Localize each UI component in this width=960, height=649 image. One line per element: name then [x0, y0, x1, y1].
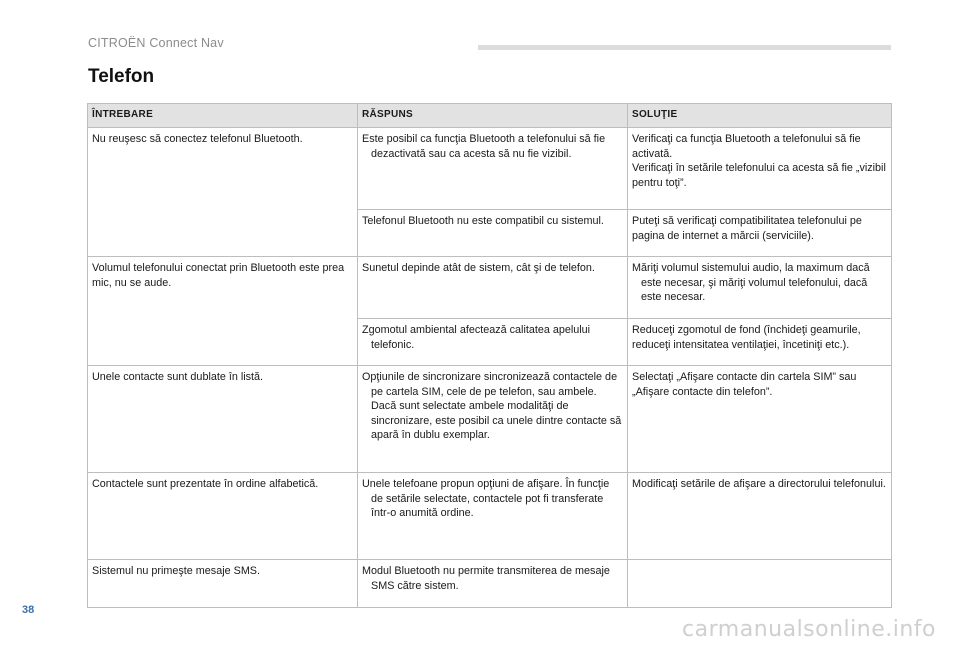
- answer-cell: Telefonul Bluetooth nu este compatibil cu sistemul.: [358, 210, 628, 257]
- table-row: [88, 128, 892, 210]
- table-row: [88, 257, 892, 319]
- answer-cell: Zgomotul ambiental afectează calitatea apelului telefonic.: [358, 319, 628, 366]
- solution-cell: Modificaţi setările de afişare a directorului telefonului.: [628, 473, 892, 560]
- answer-cell: Modul Bluetooth nu permite transmiterea de mesaje SMS către sistem.: [358, 560, 628, 608]
- question-cell: Sistemul nu primeşte mesaje SMS.: [88, 560, 358, 608]
- table-row: [88, 473, 892, 560]
- page-number: 38: [22, 604, 35, 616]
- watermark-text: carmanualsonline.info: [682, 617, 936, 642]
- question-cell: Nu reuşesc să conectez telefonul Bluetooth.: [88, 128, 358, 257]
- solution-cell: [628, 560, 892, 608]
- header-divider-bar: [478, 45, 891, 50]
- brand-header: CITROËN Connect Nav: [88, 36, 224, 50]
- answer-cell: Unele telefoane propun opţiuni de afişare. În funcţie de setările selectate, contactele pot fi transferate într-o anumită ordine.: [358, 473, 628, 560]
- table-row: [88, 366, 892, 473]
- column-header-question: ÎNTREBARE: [88, 104, 358, 128]
- page-title: Telefon: [88, 66, 155, 87]
- solution-cell: Verificaţi ca funcţia Bluetooth a telefonului să fie activată. Verificaţi în setările telefonului ca acesta să fie „vizibil pentru toţi”.: [628, 128, 892, 210]
- table-row: [88, 560, 892, 608]
- question-cell: Unele contacte sunt dublate în listă.: [88, 366, 358, 473]
- solution-cell: Măriţi volumul sistemului audio, la maximum dacă este necesar, şi măriţi volumul telefonului, dacă este necesar.: [628, 257, 892, 319]
- question-cell: Volumul telefonului conectat prin Bluetooth este prea mic, nu se aude.: [88, 257, 358, 366]
- faq-table: [87, 103, 892, 608]
- solution-cell: Puteţi să verificaţi compatibilitatea telefonului pe pagina de internet a mărcii (serviciile).: [628, 210, 892, 257]
- column-header-answer: RĂSPUNS: [358, 104, 628, 128]
- column-header-solution: SOLUŢIE: [628, 104, 892, 128]
- answer-cell: Sunetul depinde atât de sistem, cât şi de telefon.: [358, 257, 628, 319]
- question-cell: Contactele sunt prezentate în ordine alfabetică.: [88, 473, 358, 560]
- answer-cell: Este posibil ca funcţia Bluetooth a telefonului să fie dezactivată sau ca acesta să nu fie vizibil.: [358, 128, 628, 210]
- table-header-row: [88, 104, 892, 128]
- answer-cell: Opţiunile de sincronizare sincronizează contactele de pe cartela SIM, cele de pe telefon, sau ambele. Dacă sunt selectate ambele modalităţi de sincronizare, este posibil ca unele dintre contacte să apară în dublu exemplar.: [358, 366, 628, 473]
- solution-cell: Reduceţi zgomotul de fond (închideţi geamurile, reduceţi intensitatea ventilaţiei, încetiniţi etc.).: [628, 319, 892, 366]
- solution-cell: Selectaţi „Afişare contacte din cartela SIM” sau „Afişare contacte din telefon”.: [628, 366, 892, 473]
